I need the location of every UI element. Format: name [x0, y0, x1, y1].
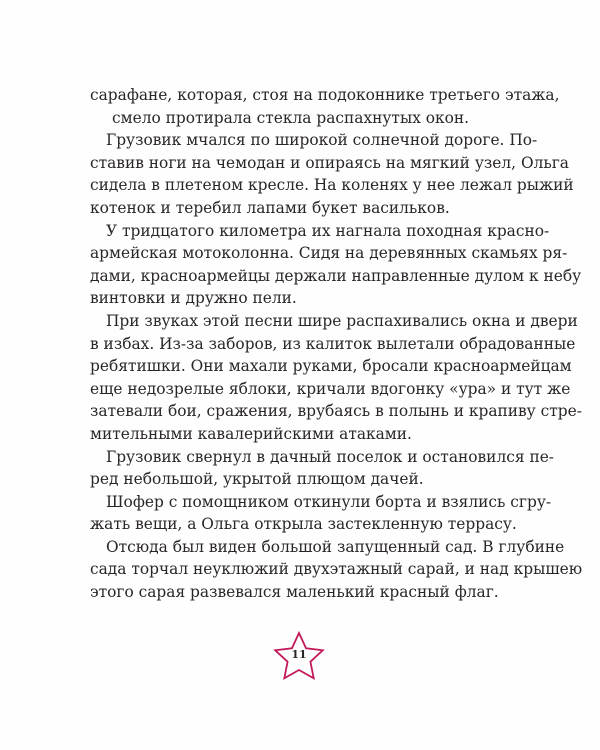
- text-line: жать вещи, а Ольга открыла застекленную террасу.: [90, 515, 517, 534]
- text-line: смело протирала стекла распахнутых окон.: [112, 108, 470, 127]
- page-number: 11: [291, 648, 307, 661]
- text-line: сада торчал неуклюжий двухэтажный сарай, и над крышею: [90, 560, 583, 579]
- text-line: в избах. Из-за заборов, из калиток вылетали обрадованные: [90, 334, 576, 353]
- book-page-text: [90, 84, 583, 604]
- text-line: ребятишки. Они махали руками, бросали красноармейцам: [90, 357, 572, 376]
- text-line: сидела в плетеном кресле. На коленях у нее лежал рыжий: [90, 176, 574, 195]
- text-line: Шофер с помощником откинули борта и взялись сгру-: [106, 492, 552, 511]
- page-number-ornament: [271, 628, 327, 684]
- text-line: котенок и теребил лапами букет васильков.: [90, 198, 450, 217]
- text-line: армейская мотоколонна. Сидя на деревянных скамьях ря-: [90, 244, 568, 263]
- text-line: мительными кавалерийскими атаками.: [90, 424, 412, 443]
- text-line: Отсюда был виден большой запущенный сад. В глубине: [106, 537, 565, 556]
- text-line: У тридцатого километра их нагнала походная красно-: [106, 221, 550, 240]
- text-line: Грузовик мчался по широкой солнечной дороге. По-: [106, 131, 538, 150]
- text-line: ред небольшой, укрытой плющом дачей.: [90, 470, 424, 489]
- text-line: еще недозрелые яблоки, кричали вдогонку «ура» и тут же: [90, 379, 571, 398]
- text-line: ставив ноги на чемодан и опираясь на мягкий узел, Ольга: [90, 153, 569, 172]
- text-line: дами, красноармейцы держали направленные дулом к небу: [90, 266, 582, 285]
- text-line: винтовки и дружно пели.: [90, 289, 297, 308]
- text-line: этого сарая развевался маленький красный флаг.: [90, 583, 499, 602]
- text-line: затевали бои, сражения, врубаясь в полынь и крапиву стре-: [90, 402, 582, 421]
- text-line: Грузовик свернул в дачный поселок и остановился пе-: [106, 447, 555, 466]
- text-line: сарафане, которая, стоя на подоконнике третьего этажа,: [90, 86, 560, 104]
- text-line: При звуках этой песни шире распахивались окна и двери: [106, 311, 578, 330]
